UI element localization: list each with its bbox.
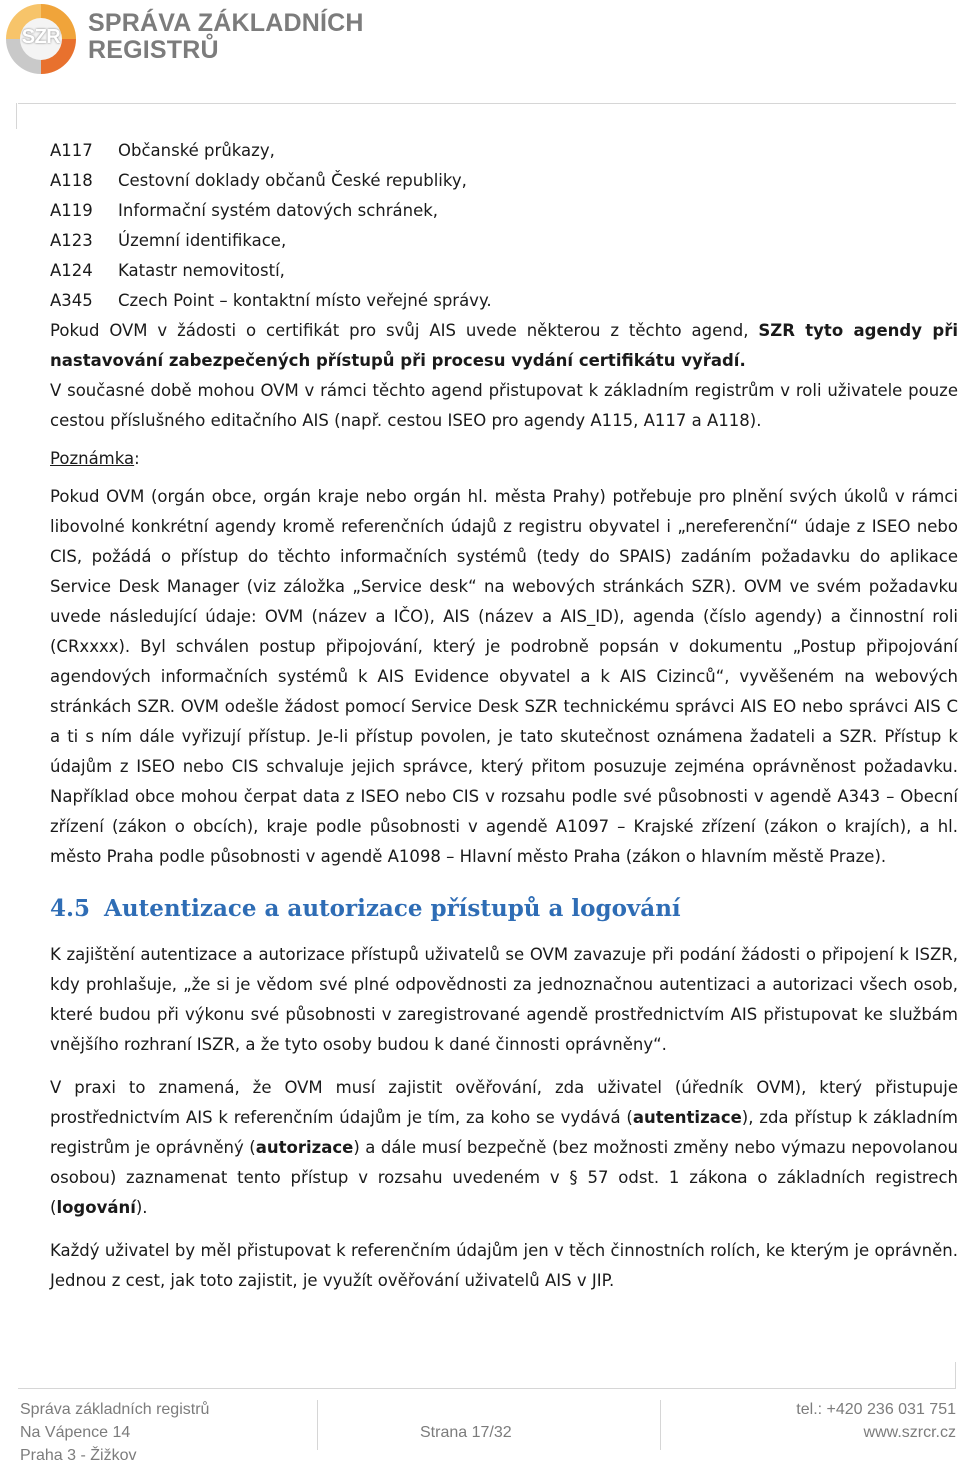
bold-statement: SZR tyto agendy při nastavování zabezpečených přístupů při procesu vydání certifikátu vyřadí. bbox=[50, 321, 958, 370]
agenda-row bbox=[50, 226, 958, 256]
paragraph-nonreferential-access: Pokud OVM (orgán obce, orgán kraje nebo orgán hl. města Prahy) potřebuje pro plnění svých úkolů v rámci libovolné konkrétní agendy kromě referenčních údajů z registru obyvatel i „nereferenční“ údaje z ISEO nebo CIS, požádá o přístup do těchto informačních systémů (tedy do SPAIS) zadáním požadavku do aplikace Service Desk Manager (viz záložka „Service desk“ na webových stránkách SZR). OVM ve svém požadavku uvede následující údaje: OVM (název a IČO), AIS (název a AIS_ID), agenda (číslo agendy) a činnostní roli (CRxxxx). Byl schválen postup připojování, který je podrobně popsán v dokumentu „Postup připojování agendových informačních systémů k AIS Evidence obyvatel a k AIS Cizinců“, vyvěšeném na webových stránkách SZR. OVM odešle žádost pomocí Service Desk SZR technickému správci AIS EO nebo správci AIS C a ti s ním dále vyřizují přístup. Je-li přístup povolen, je tato skutečnost oznámena žadateli a SZR. Přístup k údajům z ISEO nebo CIS schvaluje jejich správce, který přitom posuzuje zejména oprávněnost požadavku. Například obce mohou čerpat data z ISEO nebo CIS v rozsahu podle své působnosti v agendě A343 – Obecní zřízení (zákon o obcích), kraje podle působnosti v agendě A1097 – Krajské zřízení (zákon o krajích), a hl. město Praha podle působnosti v agendě A1098 – Hlavní město Praha (zákon o hlavním městě Praze). bbox=[50, 487, 958, 866]
footer-address bbox=[20, 1398, 209, 1467]
document-body bbox=[50, 136, 958, 1296]
note-label: Poznámka bbox=[50, 449, 135, 468]
org-name-line1: SPRÁVA ZÁKLADNÍCH bbox=[88, 9, 364, 37]
agenda-name: Czech Point – kontaktní místo veřejné správy. bbox=[118, 291, 492, 310]
footer-web[interactable]: www.szrcr.cz bbox=[863, 1424, 956, 1441]
agenda-row bbox=[50, 256, 958, 286]
agenda-code: A124 bbox=[50, 261, 93, 280]
organization-name bbox=[88, 10, 364, 64]
footer-city: Praha 3 - Žižkov bbox=[20, 1447, 137, 1464]
logo-abbreviation: SZR bbox=[21, 26, 61, 48]
agenda-name: Cestovní doklady občanů České republiky, bbox=[118, 171, 467, 190]
term-logging: logování bbox=[56, 1198, 136, 1217]
footer-separator bbox=[660, 1400, 661, 1450]
szr-logo-icon bbox=[6, 4, 76, 74]
paragraph-certificate-exclusion: Pokud OVM v žádosti o certifikát pro svůj AIS uvede některou z těchto agend, SZR tyto agendy při nastavování zabezpečených přístupů při procesu vydání certifikátu vyřadí. bbox=[50, 321, 958, 370]
page-number: Strana 17/32 bbox=[420, 1424, 512, 1441]
term-authorization: autorizace bbox=[255, 1138, 354, 1157]
footer-corner-mark bbox=[955, 1362, 956, 1388]
agenda-name: Územní identifikace, bbox=[118, 231, 287, 250]
section-title: Autentizace a autorizace přístupů a logování bbox=[104, 895, 681, 922]
section-number: 4.5 bbox=[50, 895, 91, 922]
footer-phone: tel.: +420 236 031 751 bbox=[796, 1401, 956, 1418]
footer-divider bbox=[18, 1388, 956, 1389]
agenda-row bbox=[50, 166, 958, 196]
footer-separator bbox=[317, 1400, 318, 1450]
agenda-row bbox=[50, 136, 958, 166]
page-header bbox=[0, 0, 960, 110]
paragraph-practice: V praxi to znamená, že OVM musí zajistit ověřování, zda uživatel (úředník OVM), který přistupuje prostřednictvím AIS k referenčním údajům je tím, za koho se vydává (autentizace), zda přístup k základním registrům je oprávněný (autorizace) a dále musí bezpečně (bez možnosti změny nebo výmazu nepovolanou osobou) zaznamenat tento přístup v rozsahu uvedeném v § 57 odst. 1 zákona o základních registrech (logování). bbox=[50, 1078, 959, 1217]
agenda-row bbox=[50, 286, 958, 316]
agenda-name: Informační systém datových schránek, bbox=[118, 201, 439, 220]
agenda-code: A117 bbox=[50, 141, 93, 160]
agenda-code: A119 bbox=[50, 201, 93, 220]
paragraph-user-roles: Každý uživatel by měl přistupovat k referenčním údajům jen v těch činnostních rolích, ke kterým je oprávněn. Jednou z cest, jak toto zajistit, je využít ověřování uživatelů AIS v JIP. bbox=[50, 1241, 958, 1290]
paragraph-current-access: V současné době mohou OVM v rámci těchto agend přistupovat k základním registrům v roli uživatele pouze cestou příslušného editačního AIS (např. cestou ISEO pro agendy A115, A117 a A118). bbox=[50, 381, 958, 430]
agenda-list bbox=[50, 136, 958, 316]
footer-org: Správa základních registrů bbox=[20, 1401, 210, 1418]
agenda-name: Občanské průkazy, bbox=[118, 141, 275, 160]
org-name-line2: REGISTRŮ bbox=[88, 36, 219, 64]
footer-contact bbox=[796, 1398, 956, 1444]
footer-street: Na Vápence 14 bbox=[20, 1424, 131, 1441]
agenda-row bbox=[50, 196, 958, 226]
agenda-code: A123 bbox=[50, 231, 93, 250]
note-heading: Poznámka: bbox=[50, 449, 140, 468]
agenda-name: Katastr nemovitostí, bbox=[118, 261, 285, 280]
section-heading bbox=[50, 892, 958, 926]
header-corner-mark bbox=[16, 103, 17, 129]
agenda-code: A118 bbox=[50, 171, 93, 190]
page-footer bbox=[0, 1380, 960, 1464]
paragraph-obligation: K zajištění autentizace a autorizace přístupů uživatelů se OVM zavazuje při podání žádosti o připojení k ISZR, kdy prohlašuje, „že si je vědom své plné odpovědnosti za jednoznačnou autentizaci a autorizaci všech osob, které budou při výkonu své působnosti v zaregistrované agendě prostřednictvím AIS přistupovat ke službám vnějšího rozhraní ISZR, a že tyto osoby budou k dané činnosti oprávněny“. bbox=[50, 945, 958, 1054]
header-divider bbox=[18, 103, 956, 104]
agenda-code: A345 bbox=[50, 291, 93, 310]
term-authentication: autentizace bbox=[632, 1108, 742, 1127]
